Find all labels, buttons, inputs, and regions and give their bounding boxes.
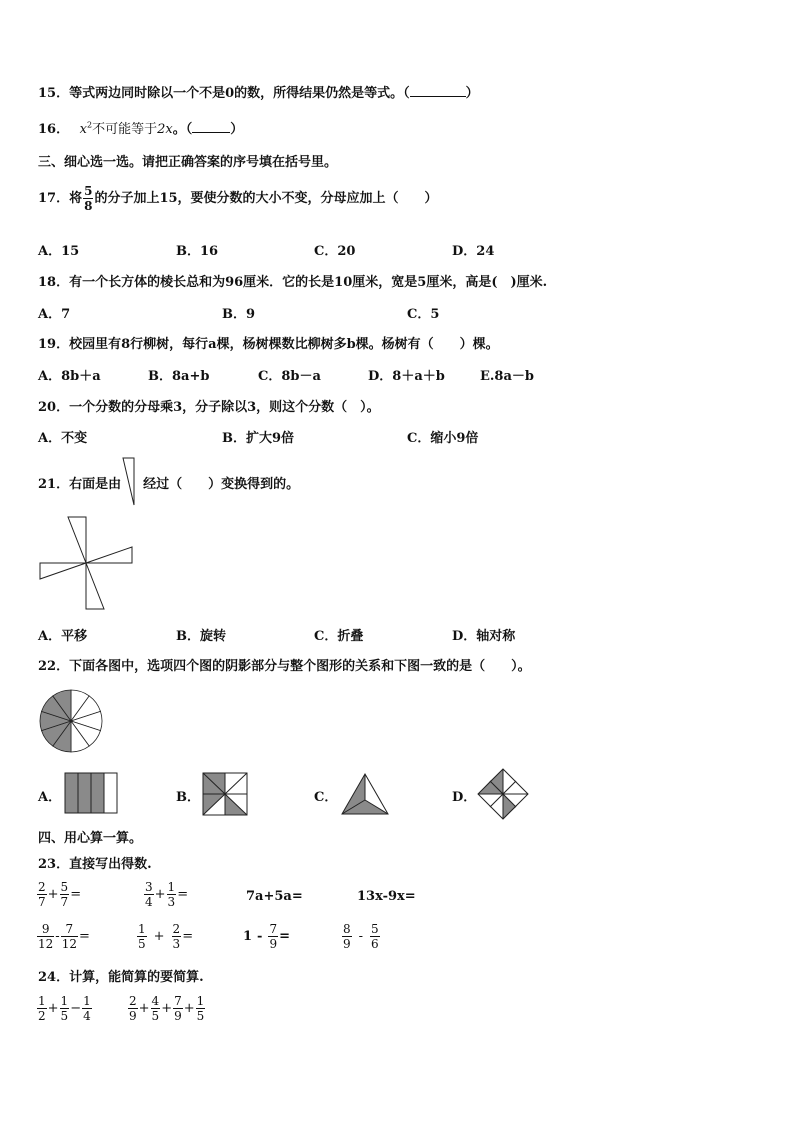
question-23 (38, 853, 152, 872)
option-d-label[interactable]: D． (452, 790, 477, 805)
question-text: 校园里有8行柳树，每行a棵，杨树棵数比柳树多b棵。杨树有（ ）棵。 (69, 337, 499, 352)
denominator: 6 (371, 937, 379, 951)
equals: = (279, 929, 290, 944)
question-text: 下面各图中，选项四个图的阴影部分与整个图形的关系和下图一致的是（ ）。 (69, 659, 531, 674)
option-c[interactable]: C．折叠 (314, 629, 364, 644)
variable-x: x (79, 122, 87, 137)
question-15 (38, 82, 479, 101)
numerator: 5 (60, 880, 69, 894)
question-text: 不可能等于 (92, 122, 158, 137)
single-triangle-figure (121, 457, 137, 507)
option-d[interactable]: D．8＋a＋b (368, 369, 445, 384)
numerator: 1 (138, 922, 146, 936)
paren-close: ） (230, 122, 244, 137)
equals: = (177, 887, 189, 902)
numerator: 1 (60, 994, 69, 1008)
section-4-heading: 四、用心算一算。 (38, 831, 143, 846)
exponent: 2 (86, 120, 93, 130)
operator: + (161, 1001, 173, 1016)
option-c[interactable]: C．20 (314, 244, 356, 259)
numerator: 4 (151, 994, 160, 1008)
question-number: 23． (38, 857, 70, 872)
equals: = (182, 929, 194, 944)
question-number: 15． (38, 86, 70, 101)
numerator: 8 (343, 922, 351, 936)
answer-blank[interactable] (410, 84, 466, 97)
operator: + (47, 1001, 59, 1016)
denominator: 9 (129, 1009, 137, 1023)
option-a[interactable]: A．不变 (38, 431, 88, 446)
denominator: 3 (172, 937, 181, 951)
question-number: 18． (38, 275, 70, 290)
question-text: 计算，能简算的要简算. (69, 970, 204, 985)
question-text: 直接写出得数. (69, 857, 152, 872)
denominator: 9 (269, 937, 278, 951)
option-c-label[interactable]: C． (314, 790, 338, 805)
denominator: 12 (38, 937, 54, 951)
calc-row1-d: 13x-9x= (357, 889, 416, 904)
option-d-figure[interactable] (476, 767, 530, 821)
question-text: 等式两边同时除以一个不是0的数，所得结果仍然是等式。（ (69, 86, 410, 101)
option-a[interactable]: A．7 (38, 307, 71, 322)
calc-row1-b (143, 880, 188, 909)
question-21 (38, 473, 299, 492)
denominator: 12 (61, 937, 77, 951)
option-e[interactable]: E.8a－b (480, 369, 534, 384)
question-number: 22． (38, 659, 70, 674)
question-number: 16． (38, 122, 70, 137)
option-d[interactable]: D．轴对称 (452, 629, 516, 644)
operator: + (138, 1001, 150, 1016)
denominator: 5 (60, 1009, 69, 1023)
numerator: 2 (38, 880, 46, 894)
calc-row1-c: 7a+5a= (246, 889, 303, 904)
calc-expression-2 (127, 994, 206, 1023)
numerator: 1 (196, 994, 205, 1008)
operator: − (70, 1001, 82, 1016)
numerator: 1 (167, 880, 176, 894)
numerator: 3 (145, 880, 153, 894)
option-b[interactable]: B．9 (222, 307, 256, 322)
option-b[interactable]: B．8a+b (148, 369, 210, 384)
numerator: 1 (38, 994, 46, 1008)
operator: + (183, 1001, 195, 1016)
question-number: 17． (38, 191, 70, 206)
paren-close: ） (465, 86, 479, 101)
question-22 (38, 655, 531, 674)
question-17 (38, 184, 438, 213)
denominator: 9 (343, 937, 351, 951)
calc-row2-d (341, 922, 381, 951)
question-text-pre: 将 (69, 191, 83, 206)
option-b-figure[interactable] (202, 772, 248, 816)
equals: = (70, 887, 82, 902)
denominator: 4 (145, 895, 153, 909)
operator: - (257, 929, 263, 944)
whole-number: 1 (243, 929, 253, 944)
option-c[interactable]: C．5 (407, 307, 440, 322)
pinwheel-figure (36, 515, 136, 613)
question-18 (38, 271, 547, 290)
equals: = (78, 929, 90, 944)
denominator: 5 (196, 1009, 205, 1023)
numerator: 5 (371, 922, 379, 936)
option-b-label[interactable]: B． (176, 790, 200, 805)
numerator: 9 (37, 922, 54, 937)
question-number: 20． (38, 400, 70, 415)
fraction-5-8 (83, 184, 93, 213)
calc-expression-1 (36, 994, 93, 1023)
numerator: 2 (172, 922, 181, 936)
denominator: 5 (138, 937, 146, 951)
option-b[interactable]: B．旋转 (176, 629, 226, 644)
calc-row2-a (36, 922, 90, 951)
section-3-heading: 三、细心选一选。请把正确答案的序号填在括号里。 (38, 155, 338, 170)
numerator: 1 (83, 994, 91, 1008)
calc-row2-c (243, 922, 290, 951)
numerator: 7 (174, 994, 182, 1008)
option-d[interactable]: D．24 (452, 244, 495, 259)
option-a-label[interactable]: A． (38, 790, 62, 805)
question-19 (38, 333, 499, 352)
paren-open: 。（ (172, 122, 193, 137)
denominator: 8 (84, 199, 93, 213)
option-a[interactable]: A．平移 (38, 629, 88, 644)
question-20 (38, 396, 380, 415)
denominator: 2 (38, 1009, 46, 1023)
numerator: 2 (129, 994, 137, 1008)
denominator: 7 (60, 895, 69, 909)
denominator: 3 (167, 895, 176, 909)
question-24 (38, 966, 204, 985)
option-a-figure[interactable] (64, 772, 120, 814)
operator: + (153, 929, 165, 944)
expression-2x: 2x (157, 122, 173, 137)
option-c[interactable]: C．缩小9倍 (407, 431, 479, 446)
question-text-pre: 右面是由 (69, 477, 122, 492)
numerator: 7 (269, 922, 278, 936)
denominator: 9 (174, 1009, 182, 1023)
question-text: 有一个长方体的棱长总和为96厘米．它的长是10厘米，宽是5厘米，高是( )厘米. (69, 275, 548, 290)
option-b[interactable]: B．16 (176, 244, 219, 259)
option-a[interactable]: A．8b＋a (38, 369, 101, 384)
option-b[interactable]: B．扩大9倍 (222, 431, 295, 446)
question-text: 一个分数的分母乘3，分子除以3，则这个分数（ ）。 (69, 400, 380, 415)
question-16 (38, 118, 243, 137)
numerator: 5 (84, 184, 93, 198)
question-text: 经过（ ）变换得到的。 (143, 477, 300, 492)
numerator: 7 (61, 922, 78, 937)
option-a[interactable]: A．15 (38, 244, 80, 259)
calc-row2-b (136, 922, 193, 951)
operator: + (154, 887, 166, 902)
calc-row1-a (36, 880, 81, 909)
denominator: 5 (151, 1009, 160, 1023)
answer-blank[interactable] (192, 120, 230, 133)
question-number: 24． (38, 970, 70, 985)
question-text: 的分子加上15，要使分数的大小不变，分母应加上（ ） (94, 191, 438, 206)
operator: - (55, 929, 60, 944)
operator: + (47, 887, 59, 902)
shaded-circle-figure (38, 688, 104, 754)
option-c[interactable]: C．8b－a (258, 369, 321, 384)
option-c-figure[interactable] (340, 772, 390, 816)
denominator: 7 (38, 895, 46, 909)
question-number: 21． (38, 477, 70, 492)
operator: - (358, 929, 364, 944)
denominator: 4 (83, 1009, 91, 1023)
question-number: 19． (38, 337, 70, 352)
